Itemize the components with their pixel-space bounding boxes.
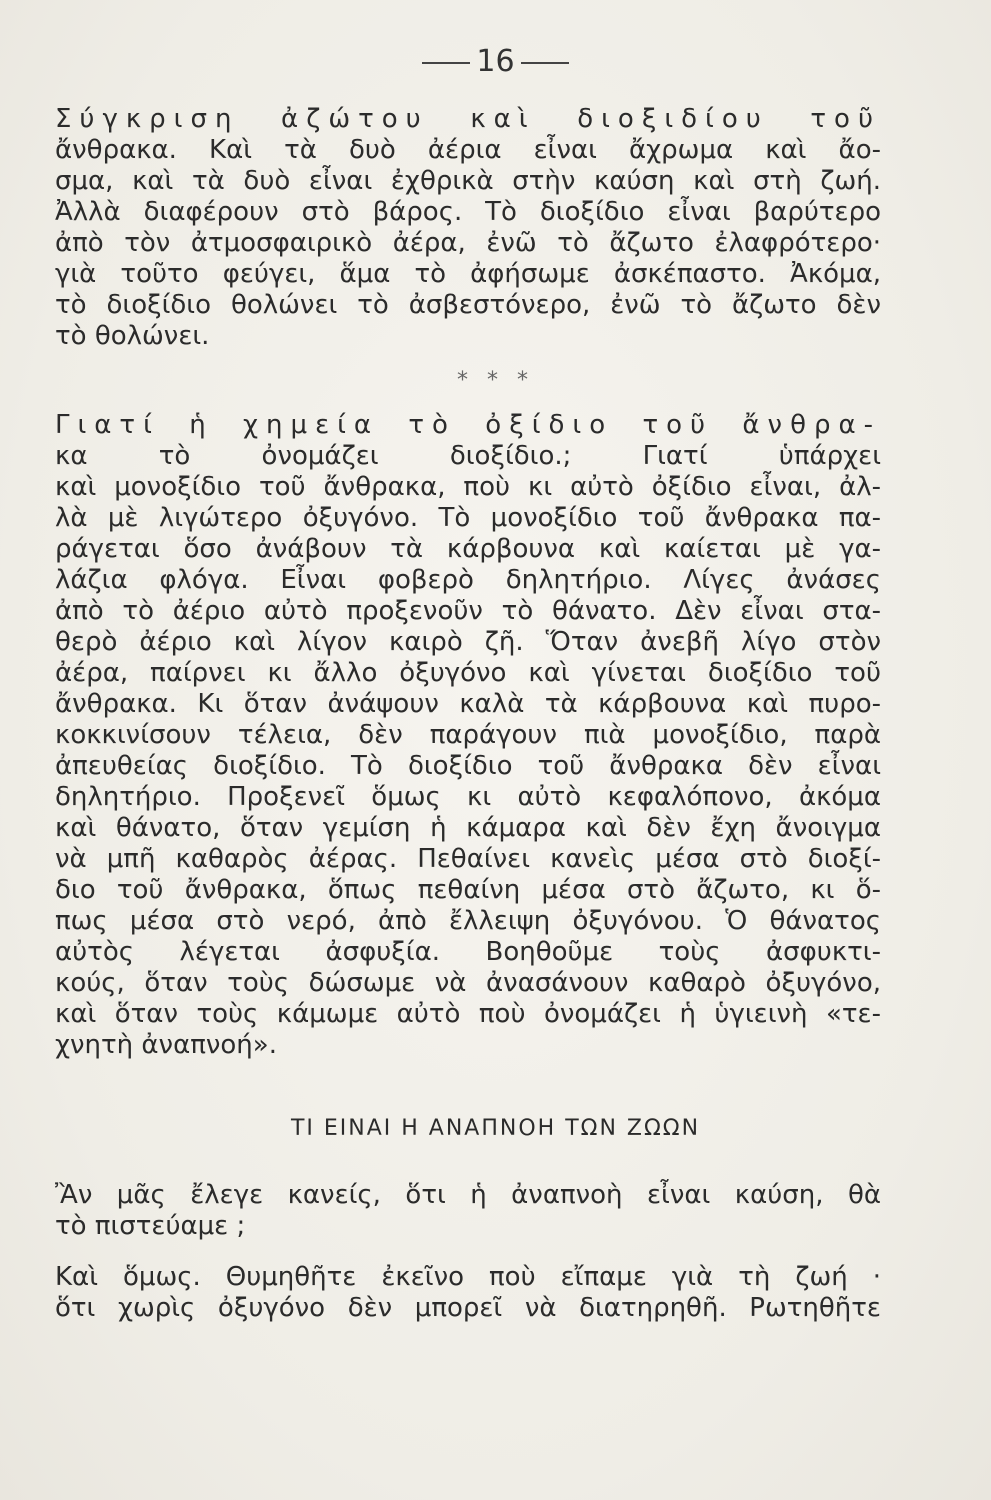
text-line: καὶ θάνατο, ὅταν γεμίση ἡ κάμαρα καὶ δὲν ἔχη ἄνοιγμα — [55, 813, 881, 843]
header-dash-left — [422, 62, 470, 64]
text-line: ὅτι χωρὶς ὀξυγόνο δὲν μπορεῖ νὰ διατηρηθῆ. Ρωτηθῆτε — [55, 1293, 881, 1323]
text-line: τὸ πιστεύαμε ; — [55, 1211, 246, 1241]
text-line: Γιατί ἡ χημεία τὸ ὀξίδιο τοῦ ἄνθρα- — [55, 410, 881, 440]
paragraph-4 — [55, 1262, 881, 1324]
text-line: τὸ διοξίδιο θολώνει τὸ ἀσβεστόνερο, ἐνῶ τὸ ἄζωτο δὲν — [55, 290, 881, 320]
section-separator: * * * — [457, 368, 534, 393]
text-line: Καὶ ὅμως. Θυμηθῆτε ἐκεῖνο ποὺ εἴπαμε γιὰ τὴ ζωή · — [55, 1262, 881, 1292]
text-line: Σύγκριση ἀζώτου καὶ διοξιδίου τοῦ — [55, 104, 881, 134]
text-line: ἀπὸ τὸ ἀέριο αὐτὸ προξενοῦν τὸ θάνατο. Δὲν εἶναι στα- — [55, 596, 881, 626]
text-line: πως μέσα στὸ νερό, ἀπὸ ἔλλειψη ὀξυγόνου. Ὁ θάνατος — [55, 906, 881, 936]
paragraph-3 — [55, 1180, 881, 1242]
paragraph-2 — [55, 410, 881, 1061]
text-line: καὶ μονοξίδιο τοῦ ἄνθρακα, ποὺ κι αὐτὸ ὀξίδιο εἶναι, ἀλ- — [55, 472, 881, 502]
section-heading: ΤΙ ΕΙΝΑΙ Η ΑΝΑΠΝΟΗ ΤΩΝ ΖΩΩΝ — [290, 1116, 701, 1141]
text-line: Ἂν μᾶς ἔλεγε κανείς, ὅτι ἡ ἀναπνοὴ εἶναι καύση, θὰ — [55, 1180, 881, 1210]
text-line: κα τὸ ὀνομάζει διοξίδιο.; Γιατί ὑπάρχει — [55, 441, 881, 471]
text-line: κοκκινίσουν τέλεια, δὲν παράγουν πιὰ μονοξίδιο, παρὰ — [55, 720, 881, 750]
text-line: ἄνθρακα. Καὶ τὰ δυὸ ἀέρια εἶναι ἄχρωμα καὶ ἄο- — [55, 135, 881, 165]
text-line: λάζια φλόγα. Εἶναι φοβερὸ δηλητήριο. Λίγες ἀνάσες — [55, 565, 881, 595]
text-line: ράγεται ὅσο ἀνάβουν τὰ κάρβουνα καὶ καίεται μὲ γα- — [55, 534, 881, 564]
text-line: γιὰ τοῦτο φεύγει, ἅμα τὸ ἀφήσωμε ἀσκέπαστο. Ἀκόμα, — [55, 259, 881, 289]
text-line: λὰ μὲ λιγώτερο ὀξυγόνο. Τὸ μονοξίδιο τοῦ ἄνθρακα πα- — [55, 503, 881, 533]
text-line: νὰ μπῆ καθαρὸς ἀέρας. Πεθαίνει κανεὶς μέσα στὸ διοξί- — [55, 844, 881, 874]
paragraph-1 — [55, 104, 881, 352]
text-line: αὐτὸς λέγεται ἀσφυξία. Βοηθοῦμε τοὺς ἀσφυκτι- — [55, 937, 881, 967]
header-dash-right — [521, 62, 569, 64]
text-line: διο τοῦ ἄνθρακα, ὅπως πεθαίνη μέσα στὸ ἄζωτο, κι ὅ- — [55, 875, 881, 905]
text-line: χνητὴ ἀναπνοή». — [55, 1030, 277, 1060]
text-line: ἀπευθείας διοξίδιο. Τὸ διοξίδιο τοῦ ἄνθρακα δὲν εἶναι — [55, 751, 881, 781]
text-line: κούς, ὅταν τοὺς δώσωμε νὰ ἀνασάνουν καθαρὸ ὀξυγόνο, — [55, 968, 881, 998]
text-line: σμα, καὶ τὰ δυὸ εἶναι ἐχθρικὰ στὴν καύση καὶ στὴ ζωή. — [55, 166, 881, 196]
text-line: καὶ ὅταν τοὺς κάμωμε αὐτὸ ποὺ ὀνομάζει ἡ ὑγιεινὴ «τε- — [55, 999, 881, 1029]
text-line: ἄνθρακα. Κι ὅταν ἀνάψουν καλὰ τὰ κάρβουνα καὶ πυρο- — [55, 689, 881, 719]
page-header — [0, 44, 991, 79]
text-line: ἀπὸ τὸν ἀτμοσφαιρικὸ ἀέρα, ἐνῶ τὸ ἄζωτο ἐλαφρότερο· — [55, 228, 881, 258]
text-line: θερὸ ἀέριο καὶ λίγον καιρὸ ζῆ. Ὅταν ἀνεβῆ λίγο στὸν — [55, 627, 881, 657]
text-line: τὸ θολώνει. — [55, 321, 210, 351]
text-line: Ἀλλὰ διαφέρουν στὸ βάρος. Τὸ διοξίδιο εἶναι βαρύτερο — [55, 197, 881, 227]
text-line: ἀέρα, παίρνει κι ἄλλο ὀξυγόνο καὶ γίνεται διοξίδιο τοῦ — [55, 658, 881, 688]
text-line: δηλητήριο. Προξενεῖ ὅμως κι αὐτὸ κεφαλόπονο, ἀκόμα — [55, 782, 881, 812]
page-number: 16 — [476, 44, 515, 79]
